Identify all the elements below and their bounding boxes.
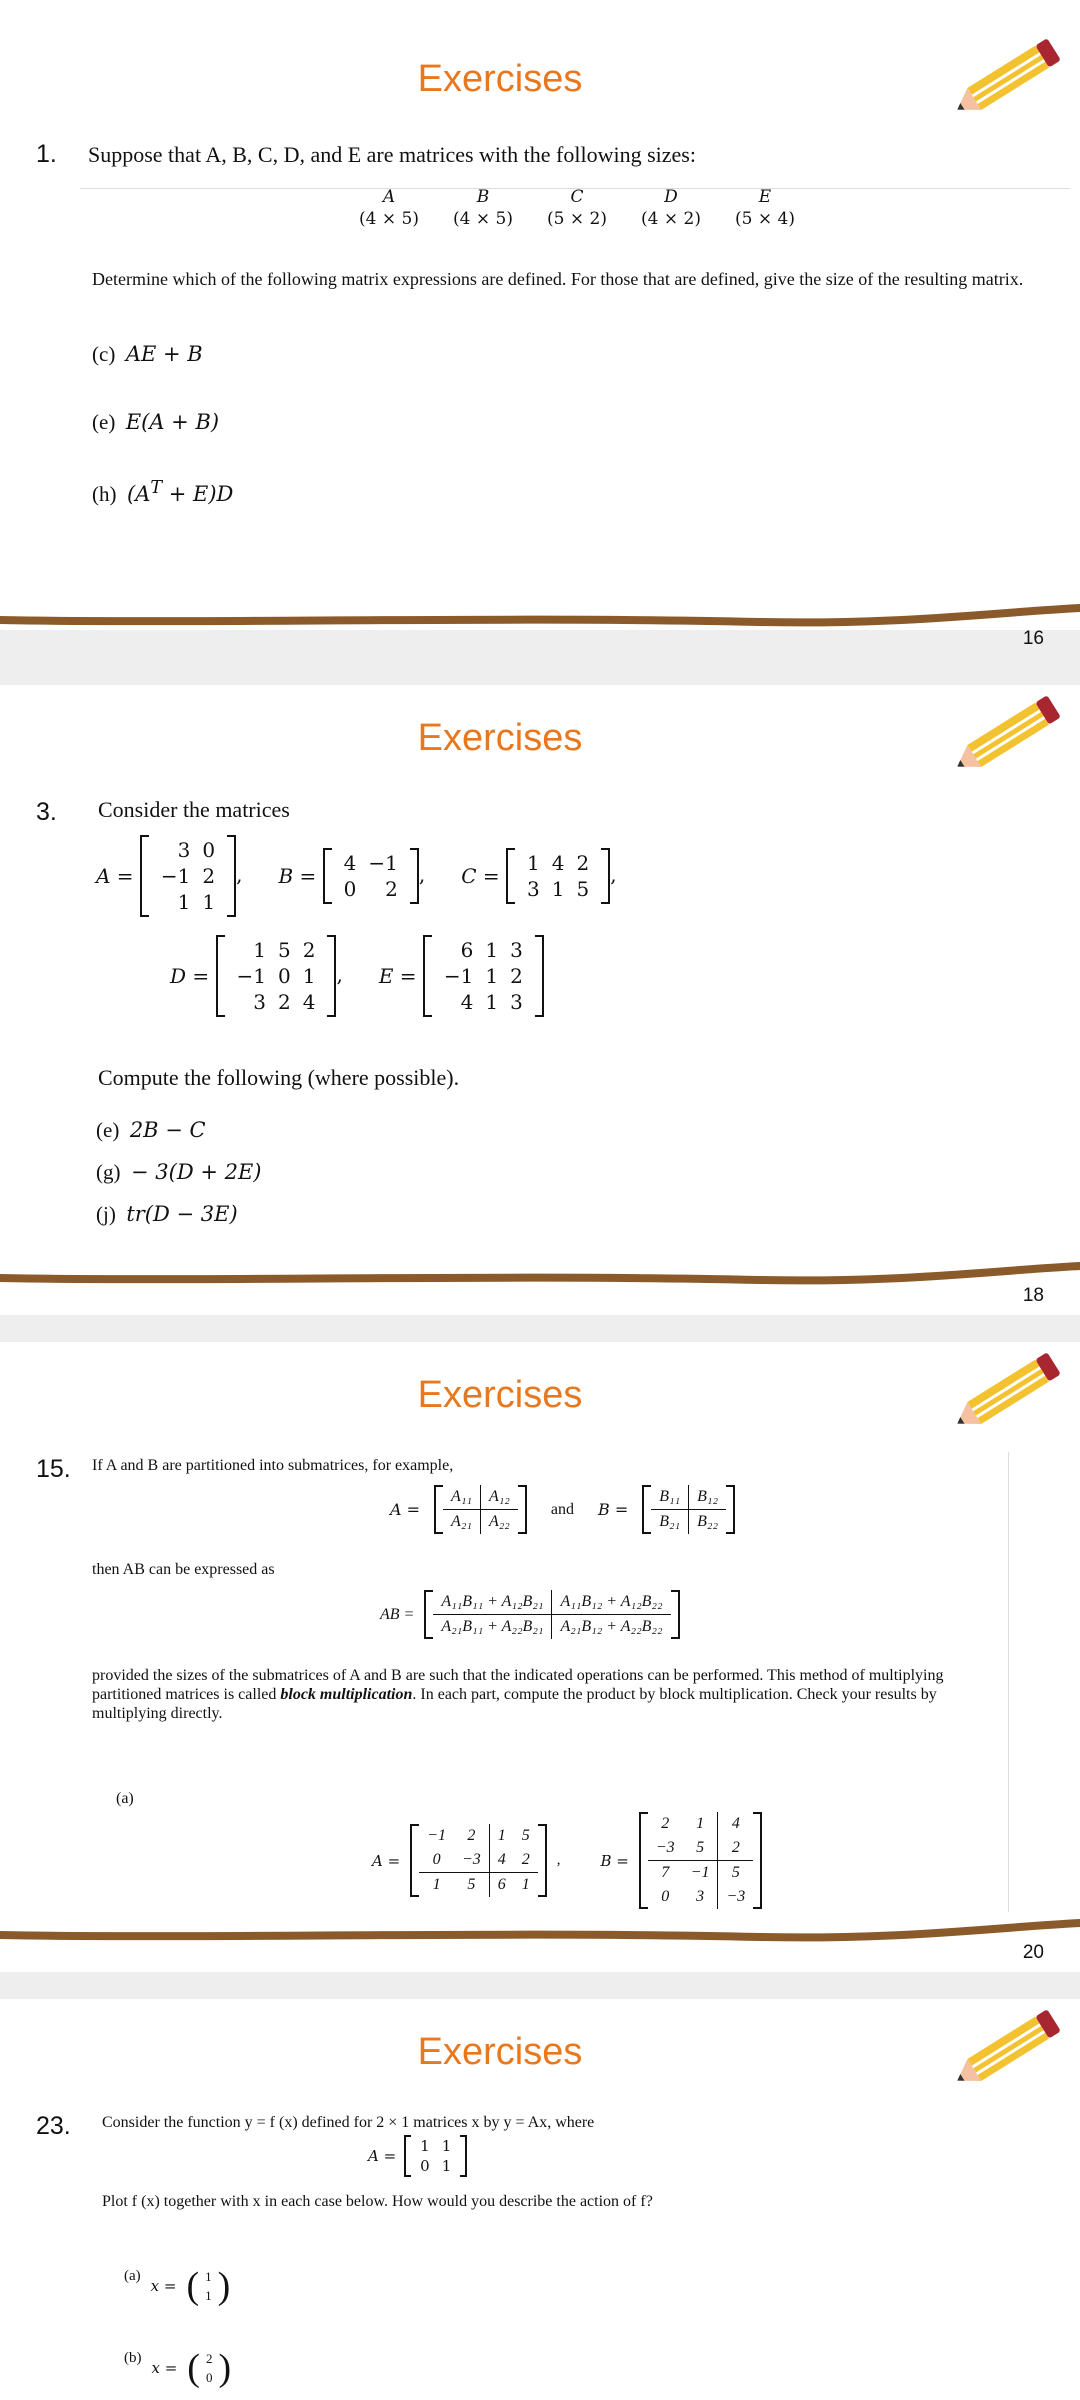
part-c: (c) AE + B — [92, 342, 203, 366]
example-matrix-a: −1 2 1 5 0 −3 4 2 1 5 6 1 — [410, 1824, 547, 1897]
part-a: (a) x = ( 1 1 ) — [124, 2265, 231, 2307]
part-e: (e) E(A + B) — [92, 410, 220, 434]
matrix-b: B = 4 −1 0 2 , — [279, 848, 426, 904]
question: Plot f (x) together with x in each case below. How would you describe the action of f? — [102, 2193, 653, 2210]
decorative-rule — [0, 600, 1080, 640]
page-number: 18 — [1022, 1285, 1044, 1306]
block-matrix-a: A₁₁ A₁₂ A₂₁ A₂₂ — [434, 1485, 527, 1534]
part-j: (j) tr(D − 3E) — [96, 1202, 238, 1226]
size-col: B (4 × 5) — [453, 187, 513, 229]
pencil-icon — [946, 1999, 1066, 2099]
slide-1 — [0, 0, 1080, 649]
slide-4 — [0, 1999, 1080, 2400]
part-e: (e) 2B − C — [96, 1118, 206, 1142]
exercise-number: 1. — [36, 140, 57, 168]
exercise-number: 3. — [36, 798, 57, 826]
matrix-row-2 — [170, 935, 544, 1017]
matrix-a: A = 1 1 0 1 — [368, 2135, 467, 2177]
matrix-a: A = 3 0 −1 2 1 1 , — [96, 835, 243, 917]
slide-title: Exercises — [417, 717, 583, 759]
exercise-intro: Suppose that A, B, C, D, and E are matrices with the following sizes: — [88, 142, 696, 167]
decorative-rule — [0, 1258, 1080, 1298]
matrix-d: D = 1 5 2 −1 0 1 3 2 4 , — [170, 935, 343, 1017]
slide-title: Exercises — [417, 2031, 583, 2073]
part-a-label: (a) — [116, 1790, 134, 1807]
instruction: Compute the following (where possible). — [98, 1065, 460, 1090]
part-b: (b) x = ( 2 0 ) — [124, 2347, 232, 2389]
exercise-intro: Consider the matrices — [98, 797, 290, 822]
size-col: C (5 × 2) — [547, 187, 607, 229]
pencil-icon — [946, 28, 1066, 128]
example-matrices: A = −1 2 1 5 0 −3 4 2 1 5 6 1 , B = 2 1 4 −3 5 2 7 −1 5 0 3 −3 — [372, 1812, 762, 1909]
example-matrix-b: 2 1 4 −3 5 2 7 −1 5 0 3 −3 — [639, 1812, 762, 1909]
pencil-icon — [946, 1342, 1066, 1442]
matrix-e: E = 6 1 3 −1 1 2 4 1 3 — [379, 935, 544, 1017]
slide-title: Exercises — [417, 58, 583, 100]
page-number: 20 — [1022, 1942, 1044, 1963]
exercise-intro: If A and B are partitioned into submatrices, for example, — [92, 1457, 454, 1474]
exercise-number: 15. — [36, 1455, 71, 1483]
block-paragraph: provided the sizes of the submatrices of A and B are such that the indicated operations can be performed. This method of multiplying partitioned matrices is called block multiplication. In each part, compute the product by block multiplication. Check your results by multiplying directly. — [92, 1667, 944, 1722]
matrix-c: C = 1 4 2 3 1 5 , — [461, 848, 616, 904]
size-col: E (5 × 4) — [735, 187, 795, 229]
part-g: (g) − 3(D + 2E) — [96, 1160, 262, 1184]
slide-3 — [0, 1342, 1080, 1972]
matrix-row-1 — [96, 835, 617, 917]
slide-title: Exercises — [417, 1374, 583, 1416]
then-text: then AB can be expressed as — [92, 1561, 275, 1578]
size-col: A (4 × 5) — [359, 187, 419, 229]
partition-example: A = A₁₁ A₁₂ A₂₁ A₂₂ and B = B₁₁ B₁₂ B₂₁ B₂₂ — [390, 1485, 735, 1534]
page-number: 16 — [1022, 628, 1044, 649]
size-table — [342, 186, 812, 230]
decorative-rule — [0, 1915, 1080, 1955]
block-matrix-b: B₁₁ B₁₂ B₂₁ B₂₂ — [642, 1485, 735, 1534]
pencil-icon — [946, 685, 1066, 785]
instruction: Determine which of the following matrix expressions are defined. For those that are defined, give the size of the resulting matrix. — [92, 269, 1024, 289]
exercise-intro: Consider the function y = f (x) defined for 2 × 1 matrices x by y = Ax, where — [102, 2114, 595, 2131]
product-formula: AB = A₁₁B₁₁ + A₁₂B₂₁ A₁₁B₁₂ + A₁₂B₂₂ A₂₁B₁₁ + A₂₂B₂₁ A₂₁B₁₂ + A₂₂B₂₂ — [380, 1590, 680, 1639]
slide-2 — [0, 685, 1080, 1315]
part-h: (h) $(A^T + E)D$ — [92, 478, 234, 506]
block-product: A₁₁B₁₁ + A₁₂B₂₁ A₁₁B₁₂ + A₁₂B₂₂ A₂₁B₁₁ + A₂₂B₂₁ A₂₁B₁₂ + A₂₂B₂₂ — [424, 1590, 679, 1639]
divider — [1008, 1452, 1009, 1912]
size-col: D (4 × 2) — [641, 187, 701, 229]
exercise-number: 23. — [36, 2112, 71, 2140]
